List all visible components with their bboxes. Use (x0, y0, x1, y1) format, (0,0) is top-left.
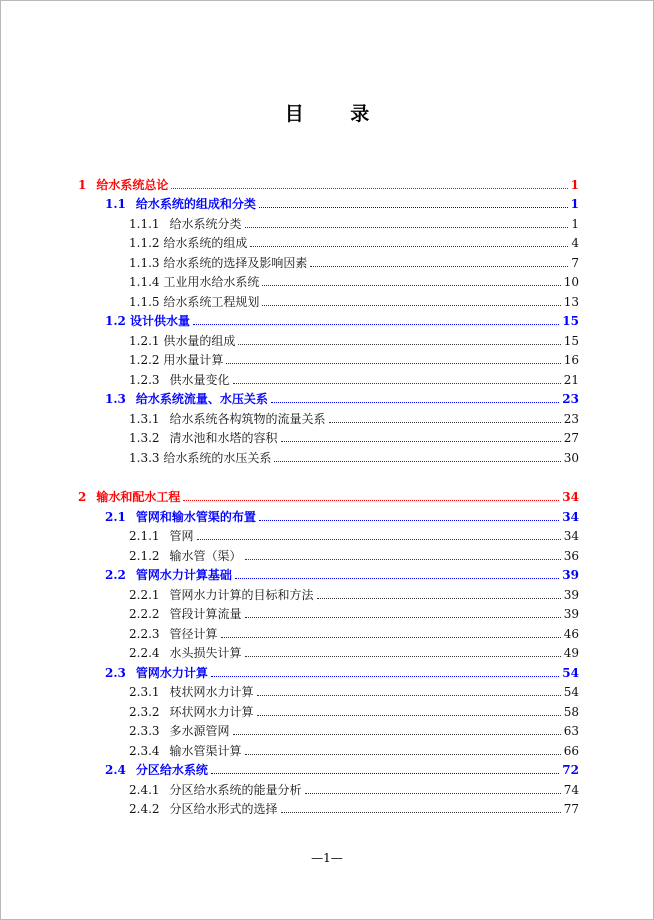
toc-number: 2.3.1 (129, 685, 160, 699)
toc-entry-subsection[interactable] (129, 602, 579, 621)
toc-page: 4 (571, 236, 579, 250)
toc-page: 39 (563, 607, 579, 621)
leader-dots (250, 246, 568, 247)
toc-title: 管径计算 (169, 627, 218, 641)
toc-number: 2.1.2 (129, 549, 160, 563)
toc-entry-section[interactable] (105, 505, 579, 524)
toc-number: 2.3 (105, 666, 126, 680)
toc-page: 15 (563, 334, 579, 348)
toc-title: 给水系统总论 (96, 178, 169, 192)
leader-dots (245, 656, 561, 657)
leader-dots (245, 227, 569, 228)
toc-entry-subsection[interactable] (129, 641, 579, 660)
leader-dots (245, 754, 561, 755)
toc-number: 2 (78, 490, 87, 504)
toc-title: 分区给水系统 (135, 763, 208, 777)
leader-dots (221, 637, 561, 638)
toc-title: 给水系统流量、水压关系 (135, 392, 268, 406)
leader-dots (329, 422, 561, 423)
leader-dots (211, 676, 559, 677)
leader-dots (245, 617, 561, 618)
toc-number: 2.4.1 (129, 783, 160, 797)
toc-number: 1.3.2 (129, 431, 160, 445)
leader-dots (305, 793, 561, 794)
toc-entry-subsection[interactable] (129, 251, 579, 270)
toc-entry-subsection[interactable] (129, 446, 579, 465)
toc-page: 10 (563, 275, 579, 289)
toc-entry-subsection[interactable] (129, 778, 579, 797)
toc-number: 2.2.1 (129, 588, 160, 602)
toc-title: 1.2.2 用水量计算 (129, 353, 224, 367)
toc-title: 多水源管网 (169, 724, 230, 738)
toc-entry-section[interactable] (105, 387, 579, 406)
toc-entry-subsection[interactable] (129, 329, 579, 348)
toc-page: 39 (563, 588, 579, 602)
toc-entry-subsection[interactable] (129, 231, 579, 250)
toc-title: 分区给水形式的选择 (169, 802, 278, 816)
toc-page: 54 (563, 685, 579, 699)
toc-title: 水头损失计算 (169, 646, 242, 660)
toc-entry-subsection[interactable] (129, 622, 579, 641)
leader-dots (262, 285, 560, 286)
toc-title: 1.3.3 给水系统的水压关系 (129, 451, 272, 465)
toc-entry-section[interactable] (105, 309, 579, 328)
toc-page: 74 (563, 783, 579, 797)
toc-number: 2.3.2 (129, 705, 160, 719)
toc-entry-section[interactable] (105, 758, 579, 777)
toc-title: 1.1.4 工业用水给水系统 (129, 275, 260, 289)
toc-title: 输水管渠计算 (169, 744, 242, 758)
toc-number: 2.2.2 (129, 607, 160, 621)
toc-page: 34 (563, 529, 579, 543)
leader-dots (197, 539, 561, 540)
toc-page: 58 (563, 705, 579, 719)
toc-title: 管段计算流量 (169, 607, 242, 621)
leader-dots (281, 812, 561, 813)
toc-title: 供水量变化 (169, 373, 230, 387)
toc-number: 2.1.1 (129, 529, 160, 543)
toc-entry-subsection[interactable] (129, 407, 579, 426)
toc-number: 2.3.3 (129, 724, 160, 738)
toc-title: 给水系统的组成和分类 (135, 197, 256, 211)
toc-page: 1 (570, 178, 579, 192)
leader-dots (233, 383, 561, 384)
toc-title: 清水池和水塔的容积 (169, 431, 278, 445)
toc-number: 1.1.1 (129, 217, 160, 231)
leader-dots (259, 207, 568, 208)
toc-page: 16 (563, 353, 579, 367)
toc-page: 7 (571, 256, 579, 270)
toc-page: 15 (562, 314, 579, 328)
toc-entry-subsection[interactable] (129, 583, 579, 602)
leader-dots (262, 305, 560, 306)
toc-page: 23 (562, 392, 579, 406)
toc-page: 34 (562, 490, 579, 504)
toc-title: 环状网水力计算 (169, 705, 254, 719)
page-number: —1— (311, 851, 343, 865)
toc-page: 77 (563, 802, 579, 816)
leader-dots (235, 578, 559, 579)
leader-dots (281, 441, 561, 442)
toc-entry-subsection[interactable] (129, 290, 579, 309)
toc-page: 72 (562, 763, 579, 777)
toc-entry-subsection[interactable] (129, 680, 579, 699)
toc-entry-chapter[interactable] (78, 173, 579, 192)
toc-page: 66 (563, 744, 579, 758)
toc-entry-subsection[interactable] (129, 426, 579, 445)
toc-entry-subsection[interactable] (129, 368, 579, 387)
toc-entry-subsection[interactable] (129, 700, 579, 719)
toc-title: 1.1.5 给水系统工程规划 (129, 295, 260, 309)
toc-title: 1.1.2 给水系统的组成 (129, 236, 248, 250)
toc-title: 管网和输水管渠的布置 (135, 510, 256, 524)
toc-page: 36 (563, 549, 579, 563)
toc-number: 2.2.3 (129, 627, 160, 641)
toc-entry-subsection[interactable] (129, 797, 579, 816)
toc-entry-section[interactable] (105, 192, 579, 211)
leader-dots (274, 461, 560, 462)
leader-dots (257, 695, 561, 696)
toc-entry-subsection[interactable] (129, 270, 579, 289)
toc-number: 2.2 (105, 568, 126, 582)
leader-dots (238, 344, 560, 345)
leader-dots (245, 559, 561, 560)
toc-entry-subsection[interactable] (129, 719, 579, 738)
toc-page: 63 (563, 724, 579, 738)
toc-entry-subsection[interactable] (129, 524, 579, 543)
leader-dots (226, 363, 560, 364)
toc-page: 39 (562, 568, 579, 582)
toc-number: 2.1 (105, 510, 126, 524)
page-title: 目 录 (284, 103, 390, 125)
leader-dots (310, 266, 568, 267)
toc-page: 30 (563, 451, 579, 465)
toc-title: 输水和配水工程 (96, 490, 181, 504)
toc-entry-section[interactable] (105, 563, 579, 582)
toc-title: 分区给水系统的能量分析 (169, 783, 302, 797)
toc-page: 27 (563, 431, 579, 445)
toc-page: 49 (563, 646, 579, 660)
toc-number: 1.2.3 (129, 373, 160, 387)
toc-page: 34 (562, 510, 579, 524)
leader-dots (257, 715, 561, 716)
toc-entry-subsection[interactable] (129, 212, 579, 231)
toc-entry-section[interactable] (105, 661, 579, 680)
toc-title: 1.2 设计供水量 (105, 314, 191, 328)
toc-number: 1.3 (105, 392, 126, 406)
toc-number: 2.2.4 (129, 646, 160, 660)
toc-title: 管网水力计算 (135, 666, 208, 680)
toc-number: 2.4.2 (129, 802, 160, 816)
toc-number: 1 (78, 178, 87, 192)
toc-number: 2.3.4 (129, 744, 160, 758)
toc-entry-subsection[interactable] (129, 739, 579, 758)
leader-dots (171, 188, 567, 189)
toc-entry-chapter[interactable] (78, 485, 579, 504)
leader-dots (193, 324, 559, 325)
toc-title: 1.2.1 供水量的组成 (129, 334, 236, 348)
leader-dots (317, 598, 561, 599)
leader-dots (211, 773, 559, 774)
toc-title: 给水系统分类 (169, 217, 242, 231)
toc-entry-subsection[interactable] (129, 348, 579, 367)
toc-page: 21 (563, 373, 579, 387)
toc-page: 1 (570, 197, 579, 211)
toc-title: 给水系统各构筑物的流量关系 (169, 412, 326, 426)
leader-dots (183, 500, 559, 501)
toc-title: 1.1.3 给水系统的选择及影响因素 (129, 256, 308, 270)
toc-entry-subsection[interactable] (129, 544, 579, 563)
toc-title: 管网水力计算的目标和方法 (169, 588, 314, 602)
toc-page: 54 (562, 666, 579, 680)
toc-title: 枝状网水力计算 (169, 685, 254, 699)
toc-number: 1.1 (105, 197, 126, 211)
toc-title: 管网 (169, 529, 194, 543)
toc-page: 13 (563, 295, 579, 309)
toc-page: 1 (571, 217, 579, 231)
leader-dots (233, 734, 561, 735)
toc-title: 管网水力计算基础 (135, 568, 232, 582)
toc-number: 1.3.1 (129, 412, 160, 426)
toc-number: 2.4 (105, 763, 126, 777)
toc-page: 23 (563, 412, 579, 426)
leader-dots (259, 520, 559, 521)
leader-dots (271, 402, 559, 403)
toc-title: 输水管（渠） (169, 549, 242, 563)
toc-page: 46 (563, 627, 579, 641)
